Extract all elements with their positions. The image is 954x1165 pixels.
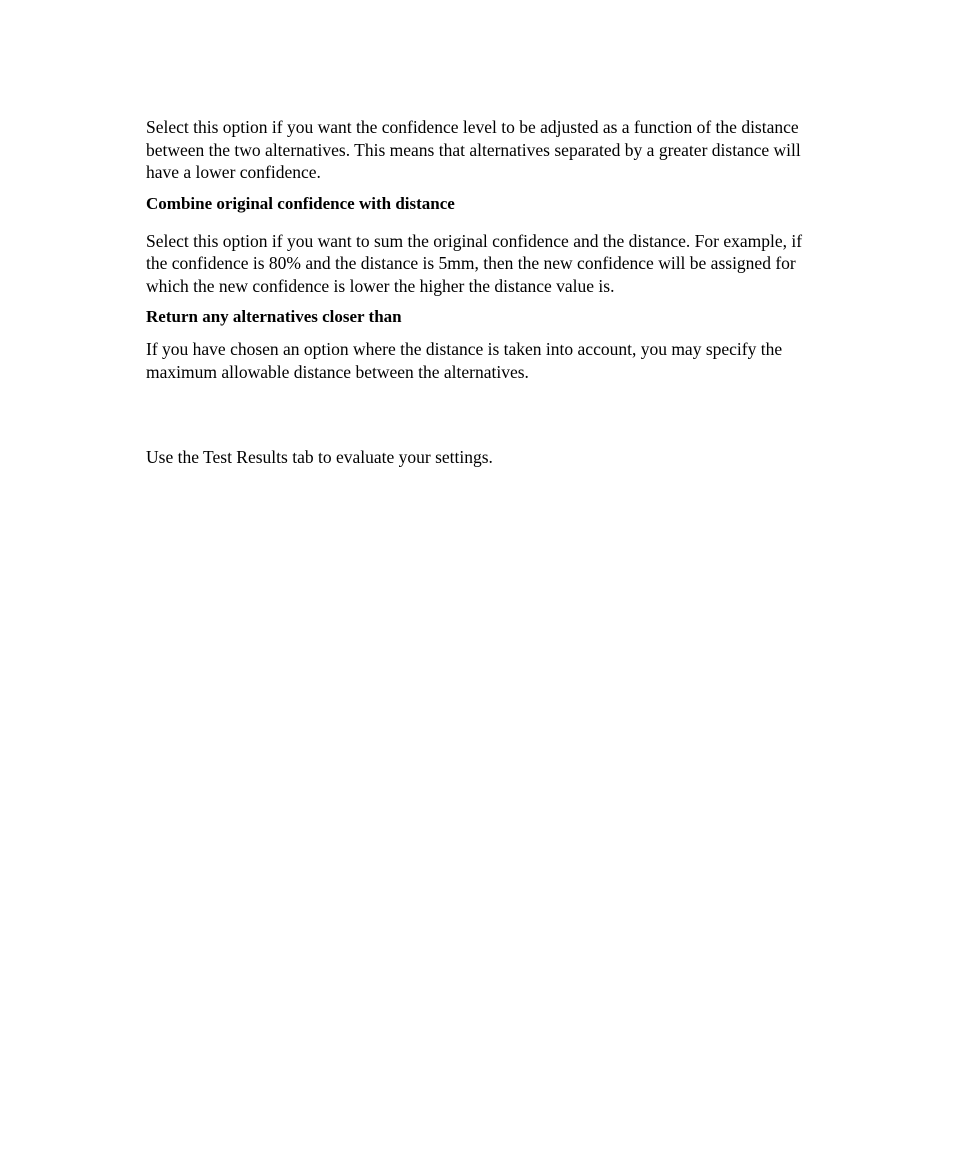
paragraph-test-results: Use the Test Results tab to evaluate your settings. bbox=[146, 447, 493, 467]
paragraph-combine-confidence: Select this option if you want to sum the original confidence and the distance. For example, if the confidence is 80% and the distance is 5mm, then the new confidence will be assigned for which the new confidence is lower the higher the distance value is. bbox=[146, 230, 803, 296]
paragraph-distance-adjust: Select this option if you want the confidence level to be adjusted as a function of the distance between the two alternatives. This means that alternatives separated by a greater distance will have a lower confidence. bbox=[146, 117, 801, 182]
document-body bbox=[146, 116, 826, 469]
paragraph-max-distance: If you have chosen an option where the distance is taken into account, you may specify the maximum allowable distance between the alternatives. bbox=[146, 339, 783, 382]
heading-return-alternatives: Return any alternatives closer than bbox=[146, 307, 402, 326]
heading-combine-confidence: Combine original confidence with distance bbox=[146, 193, 455, 213]
